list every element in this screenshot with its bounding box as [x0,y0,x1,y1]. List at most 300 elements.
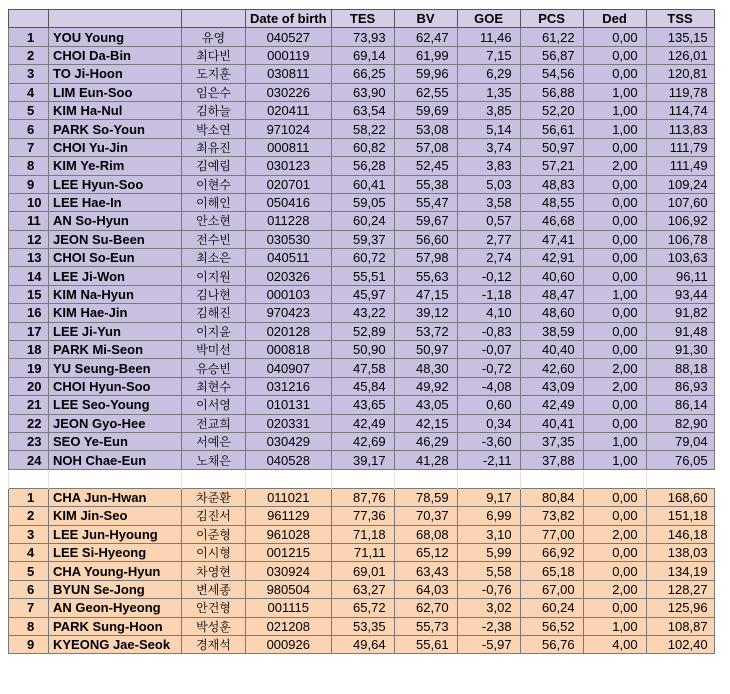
korean-name-cell[interactable]: 임은수 [182,83,246,101]
goe-cell[interactable]: 1,35 [457,83,520,101]
goe-cell[interactable]: 5,14 [457,120,520,138]
tss-cell[interactable]: 125,96 [646,599,714,617]
bv-cell[interactable]: 61,99 [394,46,457,64]
bv-cell[interactable]: 64,03 [394,580,457,598]
rank-cell[interactable]: 5 [9,562,49,580]
header-cell[interactable] [49,10,182,28]
name-cell[interactable]: PARK So-Youn [49,120,182,138]
header-tss[interactable]: TSS [646,10,714,28]
bv-cell[interactable]: 43,05 [394,396,457,414]
pcs-cell[interactable]: 56,61 [520,120,583,138]
tes-cell[interactable]: 71,18 [331,525,394,543]
goe-cell[interactable]: 0,57 [457,212,520,230]
ded-cell[interactable]: 0,00 [583,249,646,267]
bv-cell[interactable]: 65,12 [394,543,457,561]
korean-name-cell[interactable]: 김해진 [182,304,246,322]
goe-cell[interactable]: 9,17 [457,488,520,506]
goe-cell[interactable]: -0,12 [457,267,520,285]
pcs-cell[interactable]: 48,55 [520,193,583,211]
korean-name-cell[interactable]: 전교희 [182,414,246,432]
dob-cell[interactable]: 020411 [246,101,332,119]
rank-cell[interactable]: 3 [9,65,49,83]
tes-cell[interactable]: 45,84 [331,377,394,395]
goe-cell[interactable]: 3,02 [457,599,520,617]
rank-cell[interactable]: 12 [9,230,49,248]
goe-cell[interactable]: 6,29 [457,65,520,83]
korean-name-cell[interactable]: 유영 [182,28,246,46]
name-cell[interactable]: KIM Ye-Rim [49,157,182,175]
tss-cell[interactable]: 106,92 [646,212,714,230]
bv-cell[interactable]: 52,45 [394,157,457,175]
korean-name-cell[interactable]: 김나현 [182,285,246,303]
pcs-cell[interactable]: 37,88 [520,451,583,469]
bv-cell[interactable]: 62,47 [394,28,457,46]
empty-cell[interactable] [646,469,714,488]
pcs-cell[interactable]: 66,92 [520,543,583,561]
rank-cell[interactable]: 9 [9,635,49,653]
pcs-cell[interactable]: 43,09 [520,377,583,395]
rank-cell[interactable]: 4 [9,543,49,561]
bv-cell[interactable]: 62,55 [394,83,457,101]
pcs-cell[interactable]: 57,21 [520,157,583,175]
rank-cell[interactable]: 4 [9,83,49,101]
pcs-cell[interactable]: 52,20 [520,101,583,119]
korean-name-cell[interactable]: 이현수 [182,175,246,193]
tss-cell[interactable]: 88,18 [646,359,714,377]
ded-cell[interactable]: 1,00 [583,120,646,138]
korean-name-cell[interactable]: 서예은 [182,432,246,450]
korean-name-cell[interactable]: 최다빈 [182,46,246,64]
tes-cell[interactable]: 43,65 [331,396,394,414]
pcs-cell[interactable]: 40,60 [520,267,583,285]
dob-cell[interactable]: 020128 [246,322,332,340]
korean-name-cell[interactable]: 유승빈 [182,359,246,377]
korean-name-cell[interactable]: 김하늘 [182,101,246,119]
pcs-cell[interactable]: 40,40 [520,341,583,359]
header-ded[interactable]: Ded [583,10,646,28]
tes-cell[interactable]: 87,76 [331,488,394,506]
name-cell[interactable]: PARK Sung-Hoon [49,617,182,635]
dob-cell[interactable]: 000811 [246,138,332,156]
korean-name-cell[interactable]: 전수빈 [182,230,246,248]
korean-name-cell[interactable]: 최유진 [182,138,246,156]
header-tes[interactable]: TES [331,10,394,28]
tes-cell[interactable]: 52,89 [331,322,394,340]
pcs-cell[interactable]: 48,47 [520,285,583,303]
goe-cell[interactable]: -3,60 [457,432,520,450]
name-cell[interactable]: LEE Ji-Won [49,267,182,285]
goe-cell[interactable]: 0,34 [457,414,520,432]
goe-cell[interactable]: -0,76 [457,580,520,598]
dob-cell[interactable]: 000818 [246,341,332,359]
ded-cell[interactable]: 0,00 [583,175,646,193]
rank-cell[interactable]: 21 [9,396,49,414]
korean-name-cell[interactable]: 이지원 [182,267,246,285]
name-cell[interactable]: CHOI Hyun-Soo [49,377,182,395]
dob-cell[interactable]: 031216 [246,377,332,395]
goe-cell[interactable]: 3,58 [457,193,520,211]
pcs-cell[interactable]: 67,00 [520,580,583,598]
bv-cell[interactable]: 46,29 [394,432,457,450]
goe-cell[interactable]: 2,74 [457,249,520,267]
ded-cell[interactable]: 1,00 [583,617,646,635]
rank-cell[interactable]: 17 [9,322,49,340]
tss-cell[interactable]: 103,63 [646,249,714,267]
rank-cell[interactable]: 15 [9,285,49,303]
pcs-cell[interactable]: 50,97 [520,138,583,156]
dob-cell[interactable]: 030530 [246,230,332,248]
goe-cell[interactable]: -4,08 [457,377,520,395]
goe-cell[interactable]: 0,60 [457,396,520,414]
empty-cell[interactable] [457,469,520,488]
ded-cell[interactable]: 0,00 [583,212,646,230]
empty-cell[interactable] [49,469,182,488]
pcs-cell[interactable]: 37,35 [520,432,583,450]
rank-cell[interactable]: 23 [9,432,49,450]
header-goe[interactable]: GOE [457,10,520,28]
korean-name-cell[interactable]: 박성훈 [182,617,246,635]
bv-cell[interactable]: 59,69 [394,101,457,119]
goe-cell[interactable]: 5,99 [457,543,520,561]
name-cell[interactable]: KIM Hae-Jin [49,304,182,322]
korean-name-cell[interactable]: 변세종 [182,580,246,598]
ded-cell[interactable]: 0,00 [583,322,646,340]
tes-cell[interactable]: 49,64 [331,635,394,653]
korean-name-cell[interactable]: 이서영 [182,396,246,414]
tes-cell[interactable]: 45,97 [331,285,394,303]
rank-cell[interactable]: 24 [9,451,49,469]
tes-cell[interactable]: 60,72 [331,249,394,267]
korean-name-cell[interactable]: 차영현 [182,562,246,580]
rank-cell[interactable]: 7 [9,138,49,156]
dob-cell[interactable]: 961028 [246,525,332,543]
tes-cell[interactable]: 42,69 [331,432,394,450]
korean-name-cell[interactable]: 이시형 [182,543,246,561]
rank-cell[interactable]: 1 [9,488,49,506]
pcs-cell[interactable]: 48,83 [520,175,583,193]
korean-name-cell[interactable]: 최현수 [182,377,246,395]
goe-cell[interactable]: -2,38 [457,617,520,635]
pcs-cell[interactable]: 54,56 [520,65,583,83]
name-cell[interactable]: LEE Si-Hyeong [49,543,182,561]
name-cell[interactable]: CHOI So-Eun [49,249,182,267]
dob-cell[interactable]: 030924 [246,562,332,580]
header-cell[interactable] [182,10,246,28]
pcs-cell[interactable]: 77,00 [520,525,583,543]
ded-cell[interactable]: 0,00 [583,28,646,46]
name-cell[interactable]: KIM Jin-Seo [49,507,182,525]
ded-cell[interactable]: 0,00 [583,230,646,248]
ded-cell[interactable]: 0,00 [583,543,646,561]
bv-cell[interactable]: 53,72 [394,322,457,340]
pcs-cell[interactable]: 47,41 [520,230,583,248]
pcs-cell[interactable]: 38,59 [520,322,583,340]
tes-cell[interactable]: 63,54 [331,101,394,119]
name-cell[interactable]: LEE Jun-Hyoung [49,525,182,543]
ded-cell[interactable]: 0,00 [583,65,646,83]
tes-cell[interactable]: 63,27 [331,580,394,598]
korean-name-cell[interactable]: 이해인 [182,193,246,211]
header-date-of-birth[interactable]: Date of birth [246,10,332,28]
ded-cell[interactable]: 2,00 [583,157,646,175]
bv-cell[interactable]: 68,08 [394,525,457,543]
pcs-cell[interactable]: 56,52 [520,617,583,635]
pcs-cell[interactable]: 46,68 [520,212,583,230]
name-cell[interactable]: LEE Seo-Young [49,396,182,414]
goe-cell[interactable]: 3,74 [457,138,520,156]
ded-cell[interactable]: 0,00 [583,193,646,211]
tes-cell[interactable]: 73,93 [331,28,394,46]
pcs-cell[interactable]: 80,84 [520,488,583,506]
ded-cell[interactable]: 1,00 [583,285,646,303]
name-cell[interactable]: JEON Su-Been [49,230,182,248]
dob-cell[interactable]: 040907 [246,359,332,377]
tes-cell[interactable]: 69,01 [331,562,394,580]
rank-cell[interactable]: 1 [9,28,49,46]
ded-cell[interactable]: 2,00 [583,377,646,395]
tss-cell[interactable]: 111,49 [646,157,714,175]
pcs-cell[interactable]: 56,76 [520,635,583,653]
tes-cell[interactable]: 58,22 [331,120,394,138]
tss-cell[interactable]: 114,74 [646,101,714,119]
ded-cell[interactable]: 1,00 [583,101,646,119]
tss-cell[interactable]: 134,19 [646,562,714,580]
bv-cell[interactable]: 78,59 [394,488,457,506]
ded-cell[interactable]: 0,00 [583,138,646,156]
bv-cell[interactable]: 63,43 [394,562,457,580]
dob-cell[interactable]: 970423 [246,304,332,322]
bv-cell[interactable]: 56,60 [394,230,457,248]
tss-cell[interactable]: 120,81 [646,65,714,83]
bv-cell[interactable]: 49,92 [394,377,457,395]
bv-cell[interactable]: 59,96 [394,65,457,83]
tes-cell[interactable]: 59,37 [331,230,394,248]
name-cell[interactable]: YU Seung-Been [49,359,182,377]
rank-cell[interactable]: 20 [9,377,49,395]
tss-cell[interactable]: 135,15 [646,28,714,46]
tes-cell[interactable]: 63,90 [331,83,394,101]
bv-cell[interactable]: 39,12 [394,304,457,322]
dob-cell[interactable]: 010131 [246,396,332,414]
korean-name-cell[interactable]: 안소현 [182,212,246,230]
ded-cell[interactable]: 0,00 [583,562,646,580]
goe-cell[interactable]: -1,18 [457,285,520,303]
ded-cell[interactable]: 4,00 [583,635,646,653]
name-cell[interactable]: LEE Ji-Yun [49,322,182,340]
tes-cell[interactable]: 43,22 [331,304,394,322]
name-cell[interactable]: KIM Ha-Nul [49,101,182,119]
dob-cell[interactable]: 030429 [246,432,332,450]
dob-cell[interactable]: 000926 [246,635,332,653]
name-cell[interactable]: YOU Young [49,28,182,46]
goe-cell[interactable]: 3,83 [457,157,520,175]
tss-cell[interactable]: 82,90 [646,414,714,432]
tss-cell[interactable]: 86,93 [646,377,714,395]
tes-cell[interactable]: 60,41 [331,175,394,193]
tss-cell[interactable]: 96,11 [646,267,714,285]
bv-cell[interactable]: 55,38 [394,175,457,193]
tes-cell[interactable]: 66,25 [331,65,394,83]
goe-cell[interactable]: 6,99 [457,507,520,525]
name-cell[interactable]: CHOI Da-Bin [49,46,182,64]
rank-cell[interactable]: 18 [9,341,49,359]
korean-name-cell[interactable]: 김진서 [182,507,246,525]
name-cell[interactable]: PARK Mi-Seon [49,341,182,359]
name-cell[interactable]: AN Geon-Hyeong [49,599,182,617]
goe-cell[interactable]: 11,46 [457,28,520,46]
tes-cell[interactable]: 77,36 [331,507,394,525]
ded-cell[interactable]: 1,00 [583,451,646,469]
korean-name-cell[interactable]: 이지윤 [182,322,246,340]
tes-cell[interactable]: 47,58 [331,359,394,377]
rank-cell[interactable]: 6 [9,120,49,138]
tes-cell[interactable]: 39,17 [331,451,394,469]
pcs-cell[interactable]: 73,82 [520,507,583,525]
rank-cell[interactable]: 2 [9,46,49,64]
ded-cell[interactable]: 0,00 [583,341,646,359]
header-pcs[interactable]: PCS [520,10,583,28]
ded-cell[interactable]: 0,00 [583,507,646,525]
goe-cell[interactable]: -2,11 [457,451,520,469]
name-cell[interactable]: NOH Chae-Eun [49,451,182,469]
rank-cell[interactable]: 22 [9,414,49,432]
tes-cell[interactable]: 60,24 [331,212,394,230]
tss-cell[interactable]: 93,44 [646,285,714,303]
ded-cell[interactable]: 2,00 [583,525,646,543]
goe-cell[interactable]: 5,58 [457,562,520,580]
tss-cell[interactable]: 76,05 [646,451,714,469]
dob-cell[interactable]: 000103 [246,285,332,303]
korean-name-cell[interactable]: 박미선 [182,341,246,359]
tss-cell[interactable]: 109,24 [646,175,714,193]
korean-name-cell[interactable]: 박소연 [182,120,246,138]
korean-name-cell[interactable]: 안건형 [182,599,246,617]
goe-cell[interactable]: 3,85 [457,101,520,119]
bv-cell[interactable]: 57,08 [394,138,457,156]
pcs-cell[interactable]: 40,41 [520,414,583,432]
rank-cell[interactable]: 5 [9,101,49,119]
bv-cell[interactable]: 47,15 [394,285,457,303]
ded-cell[interactable]: 1,00 [583,432,646,450]
bv-cell[interactable]: 57,98 [394,249,457,267]
empty-cell[interactable] [182,469,246,488]
rank-cell[interactable]: 11 [9,212,49,230]
tss-cell[interactable]: 128,27 [646,580,714,598]
pcs-cell[interactable]: 60,24 [520,599,583,617]
empty-cell[interactable] [9,469,49,488]
tss-cell[interactable]: 107,60 [646,193,714,211]
rank-cell[interactable]: 19 [9,359,49,377]
goe-cell[interactable]: -0,07 [457,341,520,359]
ded-cell[interactable]: 0,00 [583,304,646,322]
bv-cell[interactable]: 55,47 [394,193,457,211]
tss-cell[interactable]: 86,14 [646,396,714,414]
rank-cell[interactable]: 13 [9,249,49,267]
tss-cell[interactable]: 146,18 [646,525,714,543]
tes-cell[interactable]: 69,14 [331,46,394,64]
korean-name-cell[interactable]: 최소은 [182,249,246,267]
goe-cell[interactable]: -0,83 [457,322,520,340]
dob-cell[interactable]: 040528 [246,451,332,469]
korean-name-cell[interactable]: 노채은 [182,451,246,469]
ded-cell[interactable]: 0,00 [583,46,646,64]
dob-cell[interactable]: 030226 [246,83,332,101]
empty-cell[interactable] [394,469,457,488]
rank-cell[interactable]: 9 [9,175,49,193]
pcs-cell[interactable]: 61,22 [520,28,583,46]
name-cell[interactable]: TO Ji-Hoon [49,65,182,83]
dob-cell[interactable]: 980504 [246,580,332,598]
empty-cell[interactable] [583,469,646,488]
rank-cell[interactable]: 16 [9,304,49,322]
dob-cell[interactable]: 020326 [246,267,332,285]
korean-name-cell[interactable]: 차준환 [182,488,246,506]
korean-name-cell[interactable]: 도지훈 [182,65,246,83]
ded-cell[interactable]: 1,00 [583,83,646,101]
name-cell[interactable]: JEON Gyo-Hee [49,414,182,432]
tes-cell[interactable]: 56,28 [331,157,394,175]
header-cell[interactable] [9,10,49,28]
pcs-cell[interactable]: 56,87 [520,46,583,64]
goe-cell[interactable]: 2,77 [457,230,520,248]
tss-cell[interactable]: 138,03 [646,543,714,561]
dob-cell[interactable]: 011228 [246,212,332,230]
tes-cell[interactable]: 50,90 [331,341,394,359]
tes-cell[interactable]: 55,51 [331,267,394,285]
empty-cell[interactable] [331,469,394,488]
pcs-cell[interactable]: 42,91 [520,249,583,267]
rank-cell[interactable]: 6 [9,580,49,598]
tss-cell[interactable]: 168,60 [646,488,714,506]
name-cell[interactable]: KYEONG Jae-Seok [49,635,182,653]
dob-cell[interactable]: 971024 [246,120,332,138]
ded-cell[interactable]: 0,00 [583,414,646,432]
pcs-cell[interactable]: 65,18 [520,562,583,580]
rank-cell[interactable]: 14 [9,267,49,285]
rank-cell[interactable]: 3 [9,525,49,543]
dob-cell[interactable]: 040527 [246,28,332,46]
pcs-cell[interactable]: 48,60 [520,304,583,322]
dob-cell[interactable]: 000119 [246,46,332,64]
goe-cell[interactable]: -0,72 [457,359,520,377]
empty-cell[interactable] [520,469,583,488]
name-cell[interactable]: LEE Hae-In [49,193,182,211]
ded-cell[interactable]: 0,00 [583,267,646,285]
korean-name-cell[interactable]: 경재석 [182,635,246,653]
bv-cell[interactable]: 53,08 [394,120,457,138]
ded-cell[interactable]: 0,00 [583,599,646,617]
korean-name-cell[interactable]: 김예림 [182,157,246,175]
tes-cell[interactable]: 65,72 [331,599,394,617]
bv-cell[interactable]: 55,61 [394,635,457,653]
dob-cell[interactable]: 030123 [246,157,332,175]
goe-cell[interactable]: 5,03 [457,175,520,193]
bv-cell[interactable]: 70,37 [394,507,457,525]
tss-cell[interactable]: 113,83 [646,120,714,138]
tss-cell[interactable]: 102,40 [646,635,714,653]
tes-cell[interactable]: 59,05 [331,193,394,211]
tss-cell[interactable]: 111,79 [646,138,714,156]
dob-cell[interactable]: 961129 [246,507,332,525]
tes-cell[interactable]: 42,49 [331,414,394,432]
dob-cell[interactable]: 021208 [246,617,332,635]
tss-cell[interactable]: 91,82 [646,304,714,322]
rank-cell[interactable]: 2 [9,507,49,525]
tss-cell[interactable]: 106,78 [646,230,714,248]
dob-cell[interactable]: 001215 [246,543,332,561]
tes-cell[interactable]: 71,11 [331,543,394,561]
pcs-cell[interactable]: 42,60 [520,359,583,377]
